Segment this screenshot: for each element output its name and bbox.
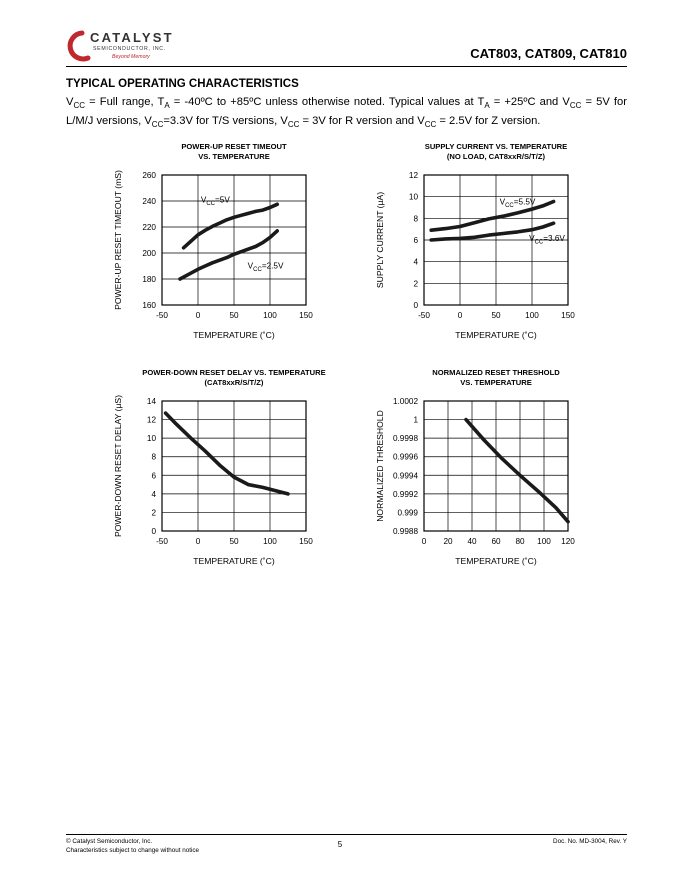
y-tick-label: 10 [146, 434, 156, 444]
y-tick-label: 6 [413, 236, 418, 245]
series-label-main: V [200, 195, 207, 205]
chart-title: POWER-DOWN RESET DELAY VS. TEMPERATURE [142, 368, 326, 377]
y-tick-label: 10 [408, 192, 418, 202]
footer-copyright-line: © Catalyst Semiconductor, Inc. [66, 838, 153, 845]
x-tick-label: -50 [156, 311, 168, 320]
series-label-sub: CC [253, 267, 262, 274]
series-label-main: V [529, 234, 535, 244]
header-divider [66, 66, 627, 67]
x-tick-label: 0 [195, 537, 201, 546]
series-label-value: =2.5V [261, 261, 284, 271]
chart-title: POWER-UP RESET TIMEOUT [181, 142, 287, 151]
series-line [431, 223, 553, 240]
logo-tagline: Beyond Memory [112, 54, 150, 60]
y-axis-label: POWER-UP RESET TIMEOUT (mS) [113, 170, 123, 310]
series-line [466, 420, 568, 522]
x-tick-label: 150 [299, 311, 313, 320]
chart-power-up-timeout [106, 140, 336, 345]
x-tick-label: 150 [561, 311, 575, 320]
chart-normalized-threshold [368, 366, 598, 571]
chart-supply-current [368, 140, 598, 345]
y-tick-label: 12 [408, 171, 418, 180]
y-tick-label: 0.9996 [392, 452, 418, 462]
y-tick-label: 12 [146, 415, 156, 425]
document-title: CAT803, CAT809, CAT810 [470, 46, 627, 61]
x-tick-label: 80 [515, 537, 525, 546]
x-axis-label: TEMPERATURE (˚C) [193, 556, 275, 566]
x-tick-label: 100 [263, 311, 277, 320]
chart-title: (CAT8xxR/S/T/Z) [204, 378, 264, 387]
y-tick-label: 1 [413, 415, 418, 425]
x-tick-label: 20 [443, 537, 453, 546]
y-tick-label: 8 [151, 452, 156, 462]
x-tick-label: -50 [418, 311, 430, 320]
y-tick-label: 180 [142, 275, 156, 284]
chart-title: VS. TEMPERATURE [460, 378, 532, 387]
y-tick-label: 6 [151, 471, 156, 481]
y-tick-label: 4 [151, 489, 156, 499]
y-tick-label: 0.9992 [392, 489, 418, 499]
logo-subname: SEMICONDUCTOR, INC. [93, 46, 166, 52]
x-tick-label: 40 [467, 537, 477, 546]
series-label-value: =5.5V [513, 197, 536, 207]
series-label [529, 234, 565, 246]
chart-power-down-delay [106, 366, 336, 571]
x-tick-label: 0 [195, 311, 201, 320]
chart-title: SUPPLY CURRENT VS. TEMPERATURE [424, 142, 568, 151]
footer-notice-line: Characteristics subject to change without notice [66, 846, 200, 854]
series-label-sub: CC [505, 202, 514, 209]
series-label [248, 262, 284, 274]
page-number: 5 [337, 840, 343, 849]
x-tick-label: 50 [229, 311, 239, 320]
y-tick-label: 0.999 [397, 508, 418, 518]
y-tick-label: 2 [151, 508, 156, 518]
y-tick-label: 220 [142, 223, 156, 232]
series-label [500, 197, 536, 209]
section-title: TYPICAL OPERATING CHARACTERISTICS [66, 78, 299, 90]
x-axis-label: TEMPERATURE (˚C) [193, 330, 275, 340]
y-tick-label: 4 [413, 257, 418, 267]
catalyst-logo [66, 28, 196, 64]
x-tick-label: 150 [299, 537, 313, 546]
series-label-value: =5V [215, 195, 230, 205]
y-tick-label: 160 [142, 301, 156, 310]
y-tick-label: 240 [142, 197, 156, 206]
footer-divider [66, 834, 627, 835]
chart-title: VS. TEMPERATURE [198, 152, 270, 161]
conditions-paragraph: $V_{CC}$ = Full range, $T_A$ = -40ºC to +85ºC unless otherwise noted. Typical values at $T_A$ = +25ºC and $V_{CC} = 5V$ for L/M/J versions, $V_{CC}=3.3V$ for T/S versions, $V_{CC} = 3V$ for R version and $V_{CC} = 2.5V$ for Z version. [66, 96, 627, 129]
y-tick-label: 1.0002 [392, 397, 418, 406]
logo-name: CATALYST [90, 30, 174, 45]
series-label-main: V [247, 261, 254, 271]
y-tick-label: 0 [413, 301, 418, 310]
y-tick-label: 0.9994 [392, 471, 418, 481]
y-tick-label: 0.9988 [392, 527, 418, 536]
x-tick-label: 100 [525, 311, 539, 320]
x-tick-label: 100 [263, 537, 277, 546]
series-label-sub: CC [206, 200, 216, 207]
x-axis-label: TEMPERATURE (˚C) [455, 330, 537, 340]
y-tick-label: 2 [413, 279, 418, 289]
y-tick-label: 14 [146, 397, 156, 406]
series-label [201, 195, 230, 207]
x-tick-label: 120 [561, 537, 575, 546]
series-label-main: V [499, 197, 506, 207]
chart-title: NORMALIZED RESET THRESHOLD [432, 368, 560, 377]
y-tick-label: 200 [142, 249, 156, 258]
y-tick-label: 260 [142, 171, 156, 180]
y-tick-label: 0 [151, 527, 156, 536]
series-line [166, 413, 288, 494]
series-label-value: =3.6V [543, 234, 565, 244]
x-tick-label: 0 [421, 537, 427, 546]
y-axis-label: SUPPLY CURRENT (µA) [375, 191, 385, 289]
x-tick-label: 50 [491, 311, 501, 320]
chart-title: (NO LOAD, CAT8xxR/S/T/Z) [446, 152, 546, 161]
y-axis-label: POWER-DOWN RESET DELAY (µS) [113, 395, 123, 537]
x-tick-label: -50 [156, 537, 168, 546]
logo-swoosh-icon [70, 33, 88, 59]
y-axis-label: NORMALIZED THRESHOLD [375, 410, 385, 522]
x-tick-label: 60 [491, 537, 501, 546]
x-tick-label: 100 [537, 537, 551, 546]
y-tick-label: 8 [413, 214, 418, 224]
x-tick-label: 50 [229, 537, 239, 546]
x-axis-label: TEMPERATURE (˚C) [455, 556, 537, 566]
document-number: Doc. No. MD-3004, Rev. Y [553, 838, 627, 845]
series-label-sub: CC [534, 239, 544, 246]
x-tick-label: 0 [457, 311, 463, 320]
y-tick-label: 0.9998 [392, 434, 418, 444]
